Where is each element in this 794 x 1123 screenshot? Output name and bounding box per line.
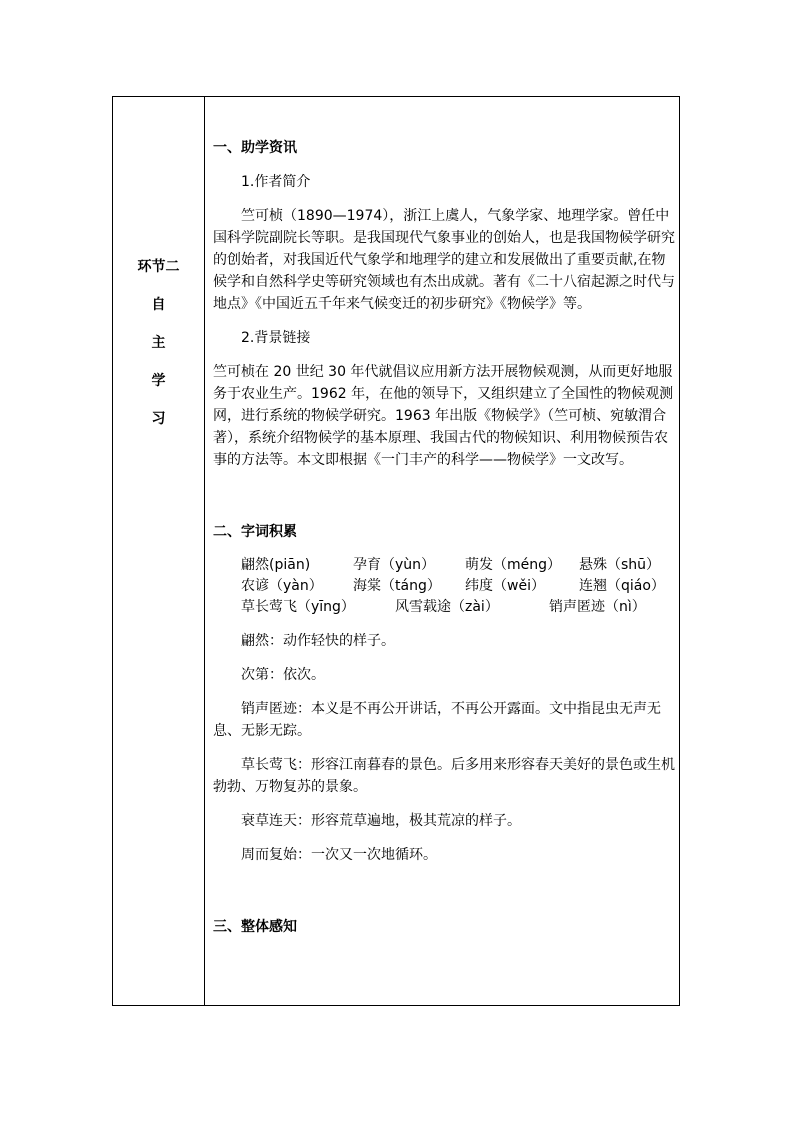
vocab-row — [241, 576, 675, 597]
subheading-author: 1.作者简介 — [241, 174, 311, 190]
content-column — [213, 137, 675, 938]
vocab-row — [241, 555, 675, 576]
vocab-item: 孕育（yùn） — [353, 557, 436, 573]
author-paragraph: 竺可桢（1890—1974），浙江上虞人，气象学家、地理学家。曾任中国科学院副院长等职。是我国现代气象事业的创始人，也是我国物候学研究的创始者，对我国近代气象学和地理学的建立和发展做出了重要贡献,在物候学和自然科学史等研究领域也有杰出成就。著有《二十八宿起源之时代与地点》《中国近五千年来气候变迁的初步研究》《物候学》等。 — [213, 208, 675, 312]
subheading-background: 2.背景链接 — [241, 330, 311, 346]
definition-4: 草长莺飞：形容江南暮春的景色。后多用来形容春天美好的景色或生机勃勃、万物复苏的景象。 — [213, 757, 675, 795]
definition-6: 周而复始：一次又一次地循环。 — [241, 847, 437, 863]
section-char-4: 习 — [151, 411, 166, 427]
vocab-item: 风雪载途（zài） — [395, 599, 499, 615]
vocab-item: 农谚（yàn） — [241, 578, 323, 594]
heading-vocabulary: 二、字词积累 — [213, 524, 297, 540]
vocab-item: 海棠（táng） — [353, 578, 441, 594]
definition-1: 翩然：动作轻快的样子。 — [241, 633, 395, 649]
section-label: 环节二 — [137, 259, 180, 275]
left-column — [113, 257, 204, 429]
background-paragraph: 竺可桢在 20 世纪 30 年代就倡议应用新方法开展物候观测，从而更好地服务于农业生产。1962 年，在他的领导下，又组织建立了全国性的物候观测网，进行系统的物候学研究。1963 年出版《物候学》（竺可桢、宛敏渭合著），系统介绍物候学的基本原理、我国古代的物候知识、利用物候预告农事的方法等。本文即根据《一门丰产的科学——物候学》一文改写。 — [213, 364, 674, 468]
vocab-item: 草长莺飞（yīng） — [241, 599, 355, 615]
vocab-item: 翩然(piān) — [241, 557, 311, 573]
section-char-3: 学 — [151, 373, 166, 389]
definition-3: 销声匿迹：本义是不再公开讲话，不再公开露面。文中指昆虫无声无息、无影无踪。 — [213, 701, 661, 739]
vocab-item: 纬度（wěi） — [465, 578, 545, 594]
section-char-2: 主 — [151, 335, 166, 351]
lesson-table — [112, 96, 680, 1006]
column-divider — [204, 97, 205, 1005]
vocab-item: 萌发（méng） — [465, 557, 562, 573]
vocab-row — [241, 597, 675, 618]
definition-2: 次第：依次。 — [241, 667, 325, 683]
heading-overall: 三、整体感知 — [213, 919, 297, 935]
vocab-item: 连翘（qiáo） — [579, 578, 665, 594]
vocab-item: 悬殊（shū） — [579, 557, 661, 573]
vocab-list — [213, 555, 675, 618]
section-char-1: 自 — [151, 297, 166, 313]
vocab-item: 销声匿迹（nì） — [549, 599, 646, 615]
definition-5: 衰草连天：形容荒草遍地，极其荒凉的样子。 — [241, 813, 521, 829]
heading-study-info: 一、助学资讯 — [213, 140, 297, 156]
